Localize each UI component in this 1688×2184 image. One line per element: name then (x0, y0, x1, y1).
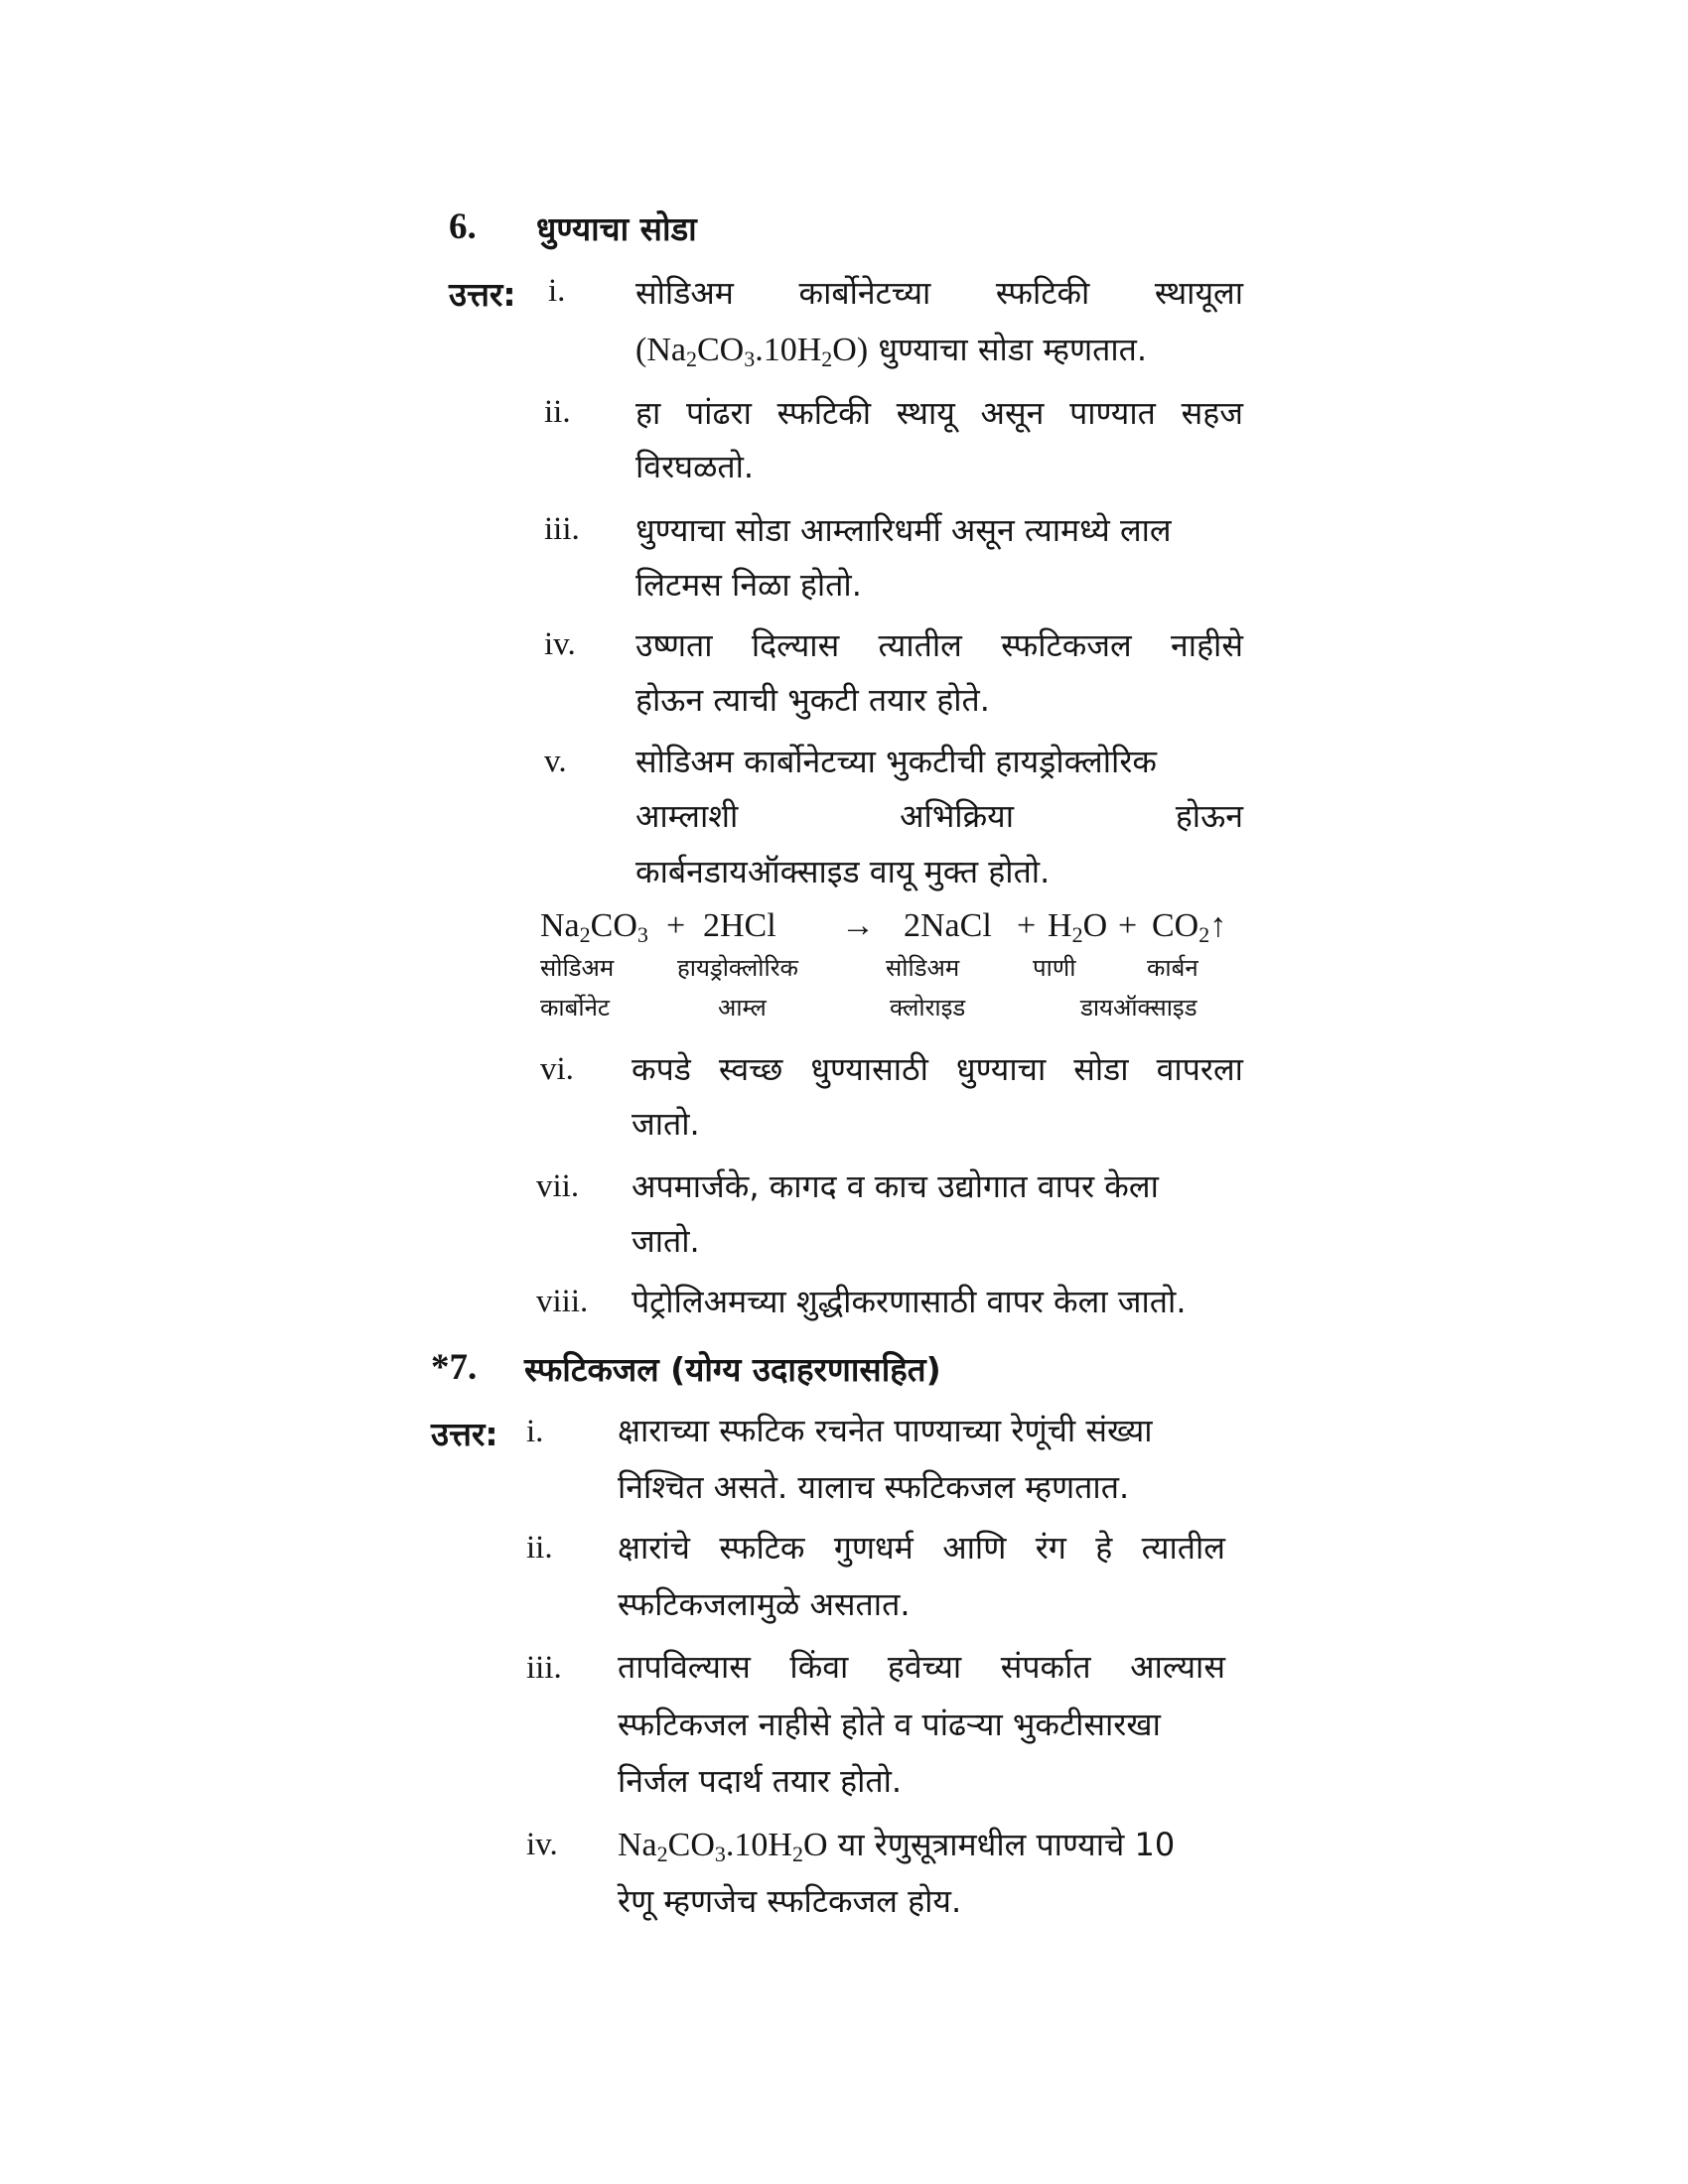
point-7-i-marker: i. (526, 1414, 544, 1449)
point-7-ii-marker: ii. (526, 1530, 553, 1566)
point-7-iii-marker: iii. (526, 1650, 562, 1686)
point-6-vi-line-1: कपडे स्वच्छ धुण्यासाठी धुण्याचा सोडा वापरला (632, 1050, 1243, 1088)
question-7-title: स्फटिकजल (योग्य उदाहरणासहित) (524, 1350, 941, 1389)
point-6-vii-line-2: जातो. (632, 1222, 700, 1260)
point-6-ii-marker: ii. (544, 394, 571, 430)
point-6-vii-line-1: अपमार्जके, कागद व काच उद्योगात वापर केला (632, 1167, 1159, 1205)
point-7-iii-line-1: तापविल्यास किंवा हवेच्या संपर्कात आल्यास (618, 1648, 1225, 1686)
equation-arrow: → (841, 907, 875, 944)
question-7-number: *7. (431, 1347, 478, 1388)
eq-label-hydrochloric: हायड्रोक्लोरिक (677, 954, 798, 982)
formula-washing-soda: $(Na_2CO_3.10H_2O)$ (635, 332, 869, 371)
point-6-iv-line-1: उष्णता दिल्यास त्यातील स्फटिकजल नाहीसे (635, 626, 1243, 664)
equation-plus-2: + (1017, 907, 1037, 944)
formula-washing-soda-2: $Na_2CO_3.10H_2O$ (618, 1827, 828, 1866)
point-7-ii-line-1: क्षारांचे स्फटिक गुणधर्म आणि रंग हे त्यातील (618, 1529, 1225, 1567)
eq-label-carbon: कार्बन (1147, 954, 1198, 982)
question-6-number: 6. (449, 206, 477, 247)
equation-plus-1: + (666, 907, 686, 944)
eq-label-water: पाणी (1033, 954, 1076, 982)
equation-product-water: $H_2O$ (1048, 907, 1108, 947)
equation-plus-3: + (1118, 907, 1138, 944)
point-7-i-line-2: निश्चित असते. यालाच स्फटिकजल म्हणतात. (618, 1468, 1130, 1506)
point-6-vi-marker: vi. (540, 1051, 574, 1087)
point-6-vii-marker: vii. (536, 1168, 580, 1204)
point-7-iii-line-2: स्फटिकजल नाहीसे होते व पांढऱ्या भुकटीसारखा (618, 1706, 1161, 1743)
point-6-ii-line-2: विरघळतो. (635, 448, 755, 485)
equation-reactant-sodium-carbonate: $Na_2CO_3$ (540, 907, 648, 947)
point-6-v-line-3: कार्बनडायऑक्साइड वायू मुक्त होतो. (635, 853, 1051, 890)
point-6-v-marker: v. (544, 744, 567, 779)
eq-label-sodium-2: सोडिअम (886, 954, 960, 982)
equation-product-co2: $CO_2↑$ (1152, 907, 1227, 947)
point-6-i-line-2: $(Na_2CO_3.10H_2O)$ धुण्याचा सोडा म्हणतात. (635, 331, 1148, 371)
eq-label-chloride: क्लोराइड (890, 994, 966, 1022)
point-7-i-line-1: क्षाराच्या स्फटिक रचनेत पाण्याच्या रेणूंची संख्या (618, 1412, 1153, 1449)
point-6-v-line-1: सोडिअम कार्बोनेटच्या भुकटीची हायड्रोक्लोरिक (635, 743, 1157, 780)
eq-label-sodium-1: सोडिअम (540, 954, 615, 982)
point-6-viii-marker: viii. (536, 1284, 589, 1319)
point-6-i-marker: i. (548, 273, 566, 309)
point-6-viii-line-1: पेट्रोलिअमच्या शुद्धीकरणासाठी वापर केला जातो. (632, 1283, 1187, 1320)
point-6-ii-line-1: हा पांढरा स्फटिकी स्थायू असून पाण्यात सहज (635, 394, 1243, 432)
equation-reactant-hcl: 2HCl (703, 907, 776, 944)
point-7-ii-line-2: स्फटिकजलामुळे असतात. (618, 1585, 911, 1623)
point-6-iv-marker: iv. (544, 626, 576, 662)
chemical-equation (540, 907, 1245, 951)
answer-6-label: उत्तर: (449, 275, 516, 314)
point-7-iv-line-2: रेणू म्हणजेच स्फटिकजल होय. (618, 1882, 962, 1920)
point-6-iii-line-1: धुण्याचा सोडा आम्लारिधर्मी असून त्यामध्ये लाल (635, 511, 1172, 549)
eq-label-acid: आम्ल (718, 994, 767, 1022)
point-6-v-line-2: आम्लाशी अभिक्रिया होऊन (635, 797, 1243, 835)
eq-label-carbonate: कार्बोनेट (540, 994, 610, 1022)
point-7-iv-marker: iv. (526, 1827, 558, 1862)
point-7-iv-line-1: $Na_2CO_3.10H_2O$ या रेणुसूत्रामधील पाण्याचे 10 (618, 1826, 1176, 1866)
answer-7-label: उत्तर: (431, 1415, 498, 1453)
gas-evolved-arrow-icon: ↑ (1209, 907, 1227, 944)
point-6-iii-line-2: लिटमस निळा होतो. (635, 566, 862, 604)
point-6-iv-line-2: होऊन त्याची भुकटी तयार होते. (635, 681, 990, 719)
equation-product-nacl: 2NaCl (904, 907, 992, 944)
point-6-i-line-1: सोडिअम कार्बोनेटच्या स्फटिकी स्थायूला (635, 274, 1243, 312)
eq-label-dioxide: डायऑक्साइड (1080, 994, 1197, 1022)
question-6-title: धुण्याचा सोडा (536, 209, 697, 248)
point-6-iii-marker: iii. (544, 511, 580, 547)
point-6-vi-line-2: जातो. (632, 1105, 700, 1143)
point-7-iii-line-3: निर्जल पदार्थ तयार होतो. (618, 1762, 903, 1800)
